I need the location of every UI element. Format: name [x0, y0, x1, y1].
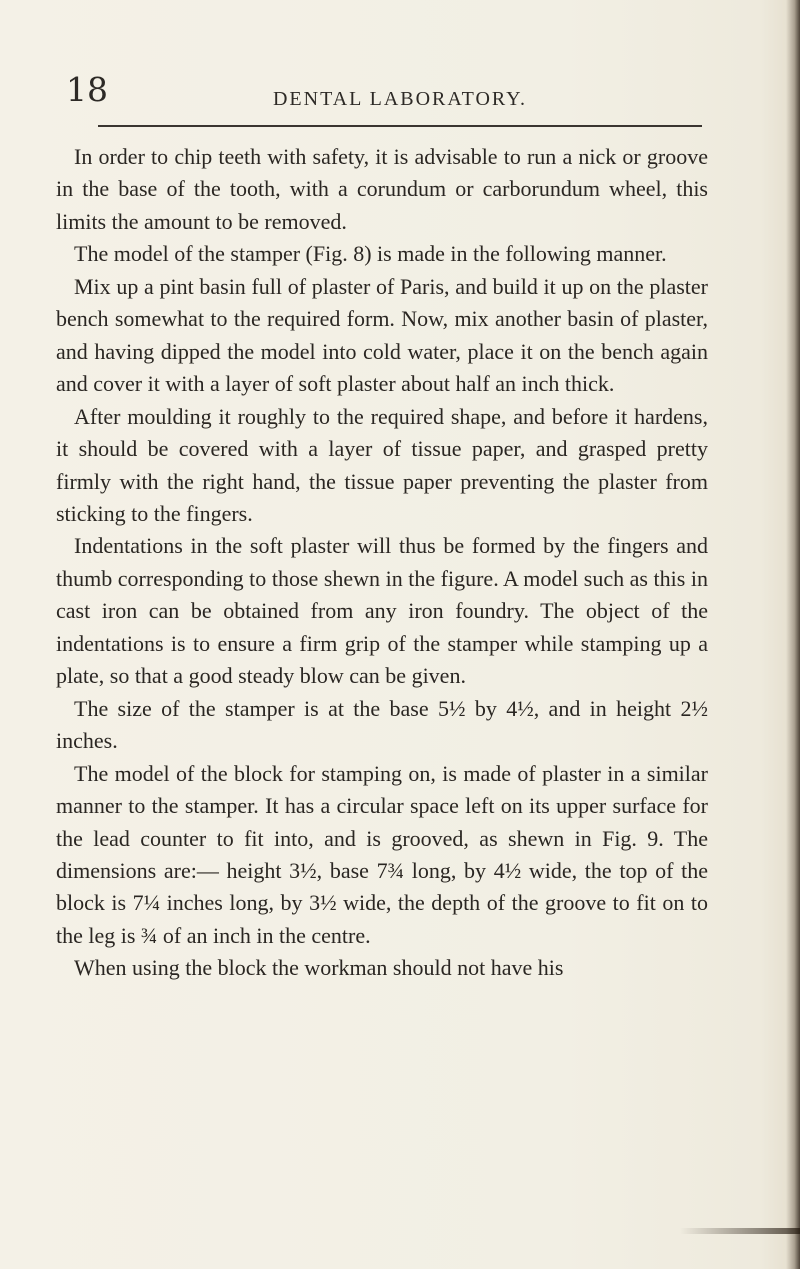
running-title: DENTAL LABORATORY. [272, 88, 528, 110]
header-rule [98, 125, 702, 127]
body-text [56, 141, 708, 985]
paragraph-using-block: When using the block the workman should not have his [74, 955, 564, 981]
paragraph-stamper-size: The size of the stamper is at the base 5½ by 4½, and in height 2½ inches. [56, 695, 708, 754]
paragraph-moulding: After moulding it roughly to the required shape, and before it hardens, it should be covered with a layer of tissue paper, and grasped pretty firmly with the right hand, the tissue paper preventing the plaster from sticking to the fingers. [56, 403, 708, 526]
page-number: 18 [66, 70, 108, 109]
paragraph-indentations: Indentations in the soft plaster will thus be formed by the fingers and thumb corresponding to those shewn in the figure. A model such as this in cast iron can be obtained from any iron foundry. The object of the indentations is to ensure a firm grip of the stamper while stamping up a plate, so that a good steady blow can be given. [56, 533, 708, 689]
paragraph-block-model: The model of the block for stamping on, is made of plaster in a similar manner to the stamper. It has a circular space left on its upper surface for the lead counter to fit into, and is grooved, as shewn in Fig. 9. The dimensions are:— height 3½, base 7¾ long, by 4½ wide, the top of the block is 7¼ inches long, by 3½ wide, the depth of the groove to fit on to the leg is ¾ of an inch in the centre. [56, 760, 708, 948]
page-edge-shadow [786, 0, 800, 1269]
page-bottom-shadow [680, 1228, 800, 1234]
paragraph-chipping-teeth: In order to chip teeth with safety, it is advisable to run a nick or groove in the base of the tooth, with a corundum or carborundum wheel, this limits the amount to be removed. [56, 144, 708, 234]
paragraph-mix-plaster: Mix up a pint basin full of plaster of Paris, and build it up on the plaster bench somewhat to the required form. Now, mix another basin of plaster, and having dipped the model into cold water, place it on the bench again and cover it with a layer of soft plaster about half an inch thick. [56, 273, 708, 397]
paragraph-stamper-model: The model of the stamper (Fig. 8) is made in the following manner. [74, 241, 667, 267]
